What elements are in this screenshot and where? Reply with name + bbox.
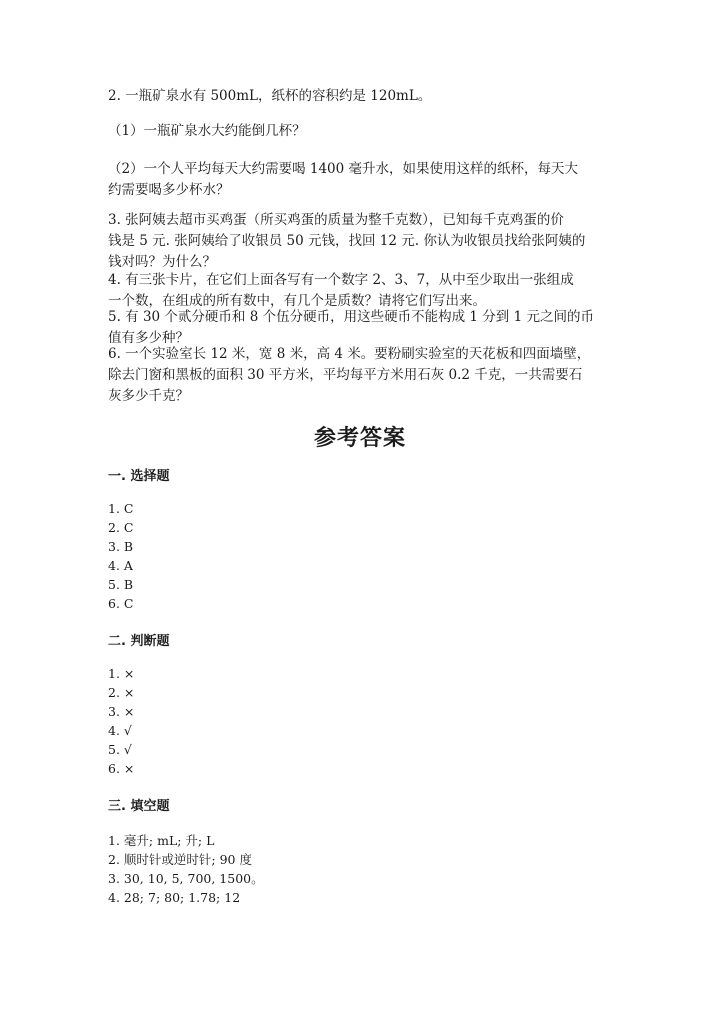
question-line: 5. 有 30 个贰分硬币和 8 个伍分硬币，用这些硬币不能构成 1 分到 1 元之间的币 (108, 309, 594, 325)
question-line: 4. 有三张卡片，在它们上面各写有一个数字 2、3、7，从中至少取出一张组成 (108, 272, 574, 288)
answer-title: 参考答案 (313, 426, 406, 451)
answer-item: 5. B (108, 577, 134, 592)
answer-list-fill (108, 831, 264, 907)
question-line: 3. 张阿姨去超市买鸡蛋（所买鸡蛋的质量为整千克数），已知每千克鸡蛋的价 (108, 212, 564, 228)
answer-item: 4. A (108, 558, 133, 573)
question-line: （1）一瓶矿泉水大约能倒几杯？ (108, 123, 306, 139)
answer-item: 1. × (108, 666, 135, 681)
question-4 (108, 270, 613, 312)
answer-item: 2. 顺时针或逆时针; 90 度 (108, 852, 252, 867)
answer-item: 1. C (108, 501, 134, 516)
question-2-sub2 (108, 159, 613, 201)
question-2-stem (108, 86, 613, 107)
section-heading-judge: 二. 判断题 (108, 634, 170, 649)
question-line: 灰多少千克？ (108, 388, 189, 404)
answer-item: 2. C (108, 520, 134, 535)
answer-item: 1. 毫升; mL; 升; L (108, 833, 215, 848)
question-2-sub1 (108, 121, 613, 142)
question-line: 一个数，在组成的所有数中，有几个是质数？请将它们写出来。 (108, 293, 486, 309)
answer-item: 4. 28; 7; 80; 1.78; 12 (108, 890, 241, 905)
answer-list-choice (108, 499, 133, 613)
answer-item: 3. 30, 10, 5, 700, 1500。 (108, 871, 264, 886)
question-line: 约需要喝多少杯水？ (108, 182, 230, 198)
answer-item: 2. × (108, 685, 135, 700)
answer-item: 6. × (108, 761, 135, 776)
question-line: 6. 一个实验室长 12 米，宽 8 米，高 4 米。要粉刷实验室的天花板和四面墙壁， (108, 346, 591, 362)
question-line: 钱是 5 元. 张阿姨给了收银员 50 元钱，找回 12 元. 你认为收银员找给张阿姨的 (108, 233, 586, 249)
answer-item: 4. √ (108, 723, 132, 738)
section-heading-choice: 一. 选择题 (108, 469, 170, 484)
answer-item: 3. B (108, 539, 134, 554)
question-line: 2. 一瓶矿泉水有 500mL，纸杯的容积约是 120mL。 (108, 88, 432, 104)
question-line: 钱对吗？为什么？ (108, 254, 216, 270)
question-3 (108, 210, 613, 273)
question-line: 值有多少种？ (108, 330, 189, 346)
question-6 (108, 344, 613, 407)
answer-item: 3. × (108, 704, 135, 719)
question-line: 除去门窗和黑板的面积 30 平方米，平均每平方米用石灰 0.2 千克，一共需要石 (108, 367, 583, 383)
answer-list-judge (108, 664, 134, 778)
question-line: （2）一个人平均每天大约需要喝 1400 毫升水，如果使用这样的纸杯，每天大 (108, 161, 579, 177)
answer-item: 5. √ (108, 742, 132, 757)
question-5 (108, 307, 613, 349)
answer-item: 6. C (108, 596, 134, 611)
section-heading-fill: 三. 填空题 (108, 799, 170, 814)
